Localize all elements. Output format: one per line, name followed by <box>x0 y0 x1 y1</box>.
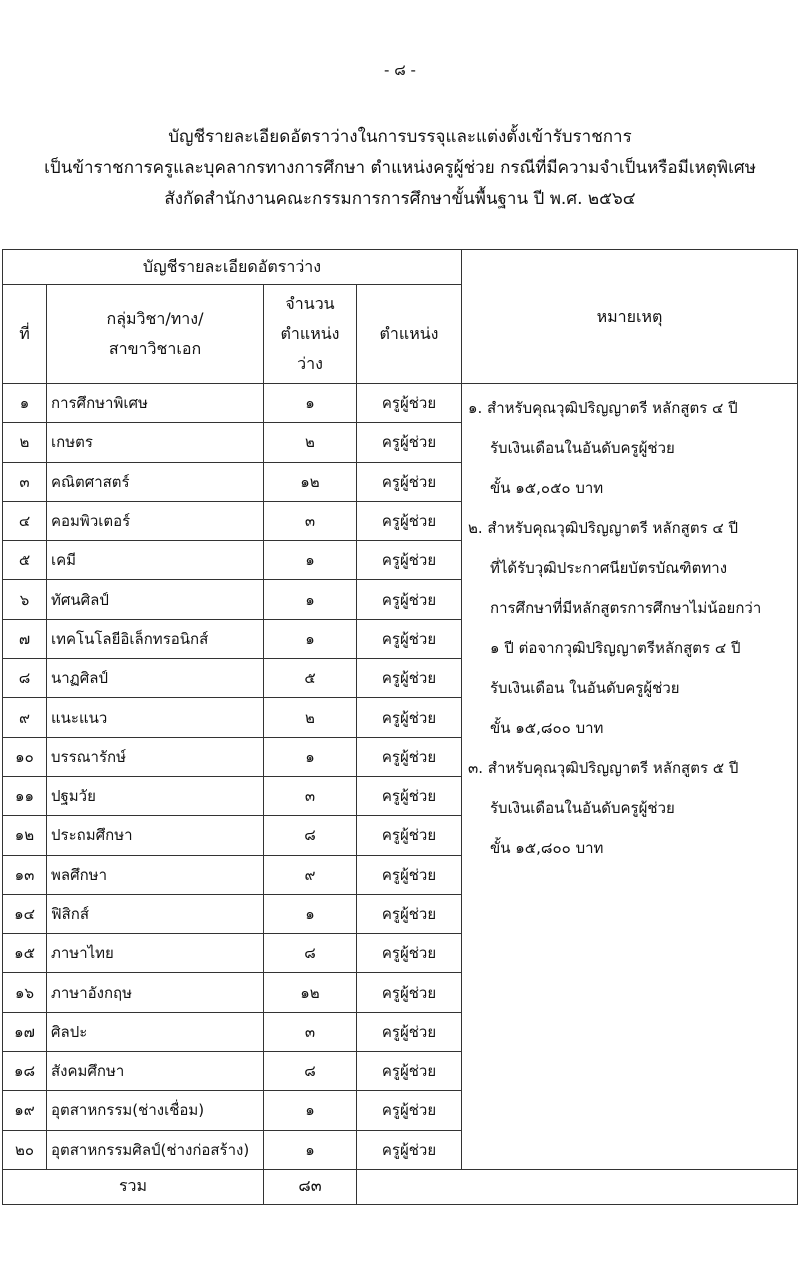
cell-count: ๑ <box>264 541 357 580</box>
cell-count: ๘ <box>264 1052 357 1091</box>
title-line-2: เป็นข้าราชการครูและบุคลากรทางการศึกษา ตำแหน่งครูผู้ช่วย กรณีที่มีความจำเป็นหรือมีเหตุพิเศษ <box>44 158 756 178</box>
cell-subject: ประถมศึกษา <box>47 816 264 855</box>
cell-position: ครูผู้ช่วย <box>357 973 462 1012</box>
cell-no: ๑๒ <box>3 816 47 855</box>
cell-position: ครูผู้ช่วย <box>357 541 462 580</box>
cell-subject: สังคมศึกษา <box>47 1052 264 1091</box>
cell-subject: ศิลปะ <box>47 1012 264 1051</box>
cell-position: ครูผู้ช่วย <box>357 1012 462 1051</box>
cell-position: ครูผู้ช่วย <box>357 816 462 855</box>
cell-no: ๑๕ <box>3 934 47 973</box>
header-count-line: ตำแหน่ง <box>280 324 340 343</box>
remarks-line: รับเงินเดือน ในอันดับครูผู้ช่วย <box>490 679 680 697</box>
cell-no: ๑๖ <box>3 973 47 1012</box>
remarks-line: ๒. สำหรับคุณวุฒิปริญญาตรี หลักสูตร ๔ ปี <box>468 519 739 537</box>
title-line-3: สังกัดสำนักงานคณะกรรมการการศึกษาขั้นพื้นฐาน ปี พ.ศ. ๒๕๖๔ <box>164 189 636 209</box>
header-subject <box>47 285 264 384</box>
remarks-line: ๑. สำหรับคุณวุฒิปริญญาตรี หลักสูตร ๔ ปี <box>468 399 738 417</box>
remarks-line: ๓. สำหรับคุณวุฒิปริญญาตรี หลักสูตร ๕ ปี <box>468 759 739 777</box>
cell-position: ครูผู้ช่วย <box>357 855 462 894</box>
cell-subject: คอมพิวเตอร์ <box>47 501 264 540</box>
cell-count: ๓ <box>264 1012 357 1051</box>
cell-position: ครูผู้ช่วย <box>357 384 462 423</box>
cell-subject: คณิตศาสตร์ <box>47 462 264 501</box>
cell-no: ๓ <box>3 462 47 501</box>
cell-no: ๑๘ <box>3 1052 47 1091</box>
remarks-line: ๑ ปี ต่อจากวุฒิปริญญาตรีหลักสูตร ๔ ปี <box>490 639 741 657</box>
cell-no: ๒๐ <box>3 1130 47 1169</box>
cell-count: ๒ <box>264 698 357 737</box>
cell-count: ๙ <box>264 855 357 894</box>
cell-count: ๑ <box>264 1130 357 1169</box>
cell-no: ๑๓ <box>3 855 47 894</box>
remarks-line: ที่ได้รับวุฒิประกาศนียบัตรบัณฑิตทาง <box>490 559 728 577</box>
cell-subject: เทคโนโลยีอิเล็กทรอนิกส์ <box>47 619 264 658</box>
cell-subject: ภาษาอังกฤษ <box>47 973 264 1012</box>
header-count-line: ว่าง <box>297 354 323 373</box>
cell-subject: การศึกษาพิเศษ <box>47 384 264 423</box>
cell-count: ๘ <box>264 934 357 973</box>
remarks-line: การศึกษาที่มีหลักสูตรการศึกษาไม่น้อยกว่า <box>490 599 762 617</box>
remarks-line: ขั้น ๑๕,๐๕๐ บาท <box>490 479 604 497</box>
cell-count: ๑ <box>264 894 357 933</box>
table-row <box>3 384 798 423</box>
cell-count: ๑ <box>264 384 357 423</box>
header-no: ที่ <box>3 285 47 384</box>
cell-position: ครูผู้ช่วย <box>357 776 462 815</box>
header-count-line: จำนวน <box>285 294 335 313</box>
cell-count: ๕ <box>264 659 357 698</box>
document-title <box>0 122 800 215</box>
cell-position: ครูผู้ช่วย <box>357 659 462 698</box>
page-number: - ๘ - <box>384 61 416 79</box>
cell-no: ๘ <box>3 659 47 698</box>
header-position: ตำแหน่ง <box>357 285 462 384</box>
cell-no: ๙ <box>3 698 47 737</box>
header-subject-line: สาขาวิชาเอก <box>108 339 202 358</box>
cell-subject: พลศึกษา <box>47 855 264 894</box>
cell-subject: แนะแนว <box>47 698 264 737</box>
remarks-line: ขั้น ๑๕,๘๐๐ บาท <box>490 839 604 857</box>
cell-count: ๘ <box>264 816 357 855</box>
total-count: ๘๓ <box>264 1169 357 1204</box>
cell-position: ครูผู้ช่วย <box>357 698 462 737</box>
header-count <box>264 285 357 384</box>
cell-subject: ทัศนศิลป์ <box>47 580 264 619</box>
cell-subject: ฟิสิกส์ <box>47 894 264 933</box>
cell-count: ๑ <box>264 737 357 776</box>
total-empty-cell <box>357 1169 798 1204</box>
cell-position: ครูผู้ช่วย <box>357 737 462 776</box>
header-remarks: หมายเหตุ <box>462 250 798 384</box>
cell-subject: นาฏศิลป์ <box>47 659 264 698</box>
total-label: รวม <box>3 1169 264 1204</box>
cell-count: ๑ <box>264 580 357 619</box>
cell-subject: เคมี <box>47 541 264 580</box>
cell-subject: บรรณารักษ์ <box>47 737 264 776</box>
cell-position: ครูผู้ช่วย <box>357 1091 462 1130</box>
cell-position: ครูผู้ช่วย <box>357 580 462 619</box>
remarks-line: ขั้น ๑๕,๘๐๐ บาท <box>490 719 604 737</box>
cell-no: ๔ <box>3 501 47 540</box>
cell-no: ๖ <box>3 580 47 619</box>
cell-count: ๑๒ <box>264 973 357 1012</box>
cell-no: ๑ <box>3 384 47 423</box>
cell-no: ๒ <box>3 423 47 462</box>
cell-position: ครูผู้ช่วย <box>357 619 462 658</box>
cell-no: ๗ <box>3 619 47 658</box>
cell-no: ๑๗ <box>3 1012 47 1051</box>
vacancy-table <box>2 249 798 1205</box>
title-line-1: บัญชีรายละเอียดอัตราว่างในการบรรจุและแต่งตั้งเข้ารับราชการ <box>168 127 632 147</box>
remarks-cell <box>462 384 798 1170</box>
remarks-line: รับเงินเดือนในอันดับครูผู้ช่วย <box>490 439 675 457</box>
cell-no: ๑๑ <box>3 776 47 815</box>
cell-no: ๑๙ <box>3 1091 47 1130</box>
cell-position: ครูผู้ช่วย <box>357 1052 462 1091</box>
cell-subject: ภาษาไทย <box>47 934 264 973</box>
cell-position: ครูผู้ช่วย <box>357 501 462 540</box>
cell-subject: เกษตร <box>47 423 264 462</box>
cell-position: ครูผู้ช่วย <box>357 462 462 501</box>
cell-position: ครูผู้ช่วย <box>357 423 462 462</box>
cell-count: ๑ <box>264 619 357 658</box>
cell-count: ๑๒ <box>264 462 357 501</box>
cell-no: ๑๐ <box>3 737 47 776</box>
cell-no: ๕ <box>3 541 47 580</box>
header-subject-line: กลุ่มวิชา/ทาง/ <box>106 309 204 328</box>
cell-count: ๒ <box>264 423 357 462</box>
cell-count: ๑ <box>264 1091 357 1130</box>
cell-count: ๓ <box>264 776 357 815</box>
cell-position: ครูผู้ช่วย <box>357 894 462 933</box>
cell-subject: อุตสาหกรรมศิลป์(ช่างก่อสร้าง) <box>47 1130 264 1169</box>
cell-position: ครูผู้ช่วย <box>357 1130 462 1169</box>
remarks-line: รับเงินเดือนในอันดับครูผู้ช่วย <box>490 799 675 817</box>
cell-no: ๑๔ <box>3 894 47 933</box>
cell-subject: ปฐมวัย <box>47 776 264 815</box>
cell-count: ๓ <box>264 501 357 540</box>
cell-position: ครูผู้ช่วย <box>357 934 462 973</box>
group-header: บัญชีรายละเอียดอัตราว่าง <box>3 250 462 285</box>
cell-subject: อุตสาหกรรม(ช่างเชื่อม) <box>47 1091 264 1130</box>
